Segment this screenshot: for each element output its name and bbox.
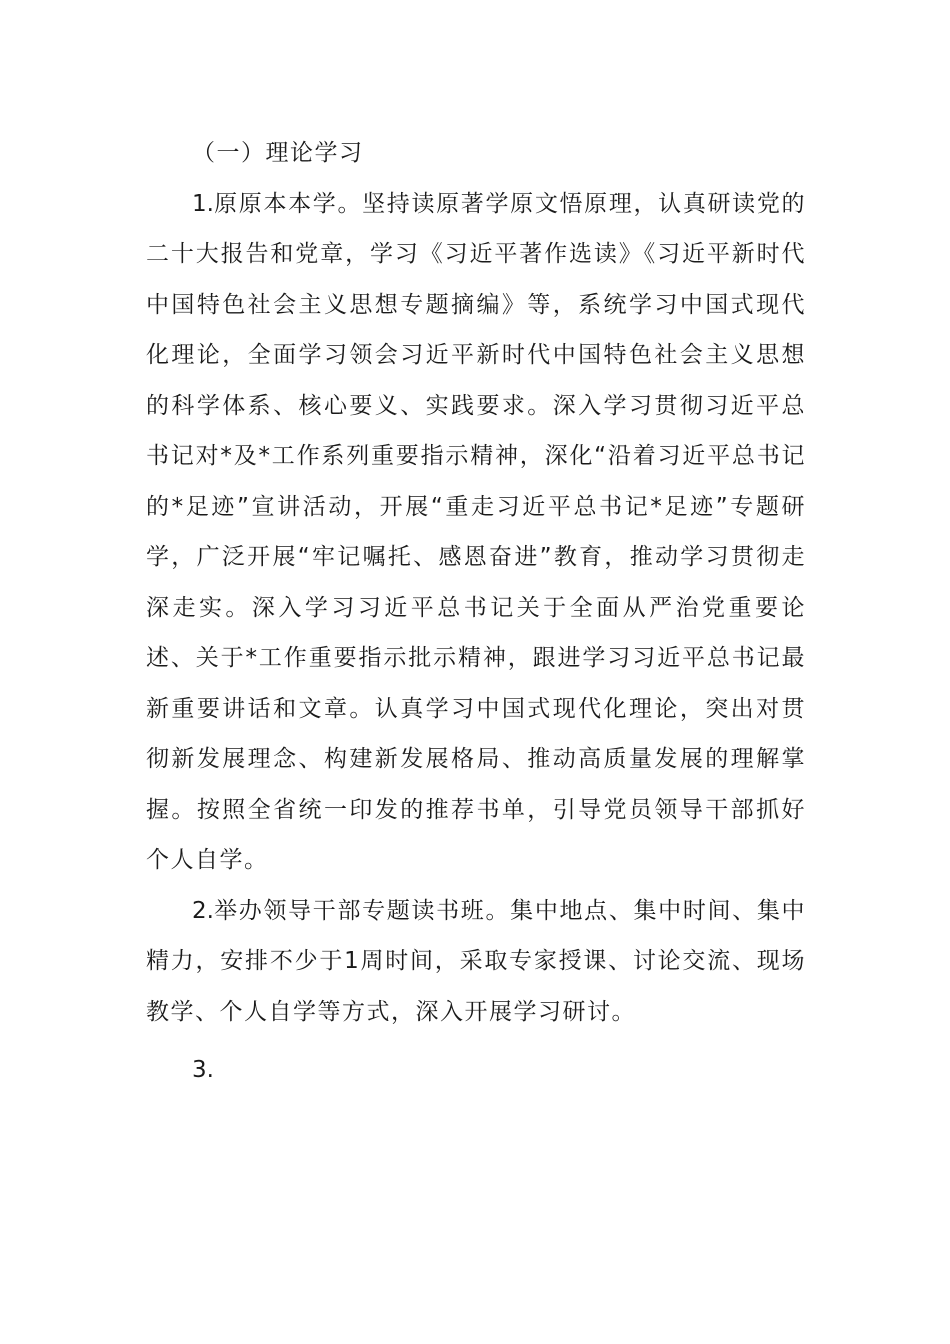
item-1-text: 原原本本学。坚持读原著学原文悟原理，认真研读党的二十大报告和党章，学习《习近平著作选读》《习近平新时代中国特色社会主义思想专题摘编》等，系统学习中国式现代化理论，全面学习领会习近平新时代中国特色社会主义思想的科学体系、核心要义、实践要求。深入学习贯彻习近平总书记对*及*工作系列重要指示精神，深化“沿着习近平总书记的*足迹”宣讲活动，开展“重走习近平总书记*足迹”专题研学，广泛开展“牢记嘱托、感恩奋进”教育，推动学习贯彻走深走实。深入学习习近平总书记关于全面从严治党重要论述、关于*工作重要指示批示精神，跟进学习习近平总书记最新重要讲话和文章。认真学习中国式现代化理论，突出对贯彻新发展理念、构建新发展格局、推动高质量发展的理解掌握。按照全省统一印发的推荐书单，引导党员领导干部抓好个人自学。 bbox=[146, 190, 806, 873]
item-3-number: 3. bbox=[192, 1057, 214, 1083]
document-body bbox=[146, 128, 806, 1096]
item-1-number: 1. bbox=[192, 190, 214, 217]
section-heading: （一）理论学习 bbox=[192, 140, 364, 166]
item-3-paragraph bbox=[146, 1045, 806, 1096]
item-2-paragraph bbox=[146, 886, 806, 1038]
item-2-text: 举办领导干部专题读书班。集中地点、集中时间、集中精力，安排不少于1周时间，采取专家授课、讨论交流、现场教学、个人自学等方式，深入开展学习研讨。 bbox=[146, 897, 806, 1025]
item-2-number: 2. bbox=[192, 897, 214, 924]
item-1-paragraph bbox=[146, 179, 806, 886]
